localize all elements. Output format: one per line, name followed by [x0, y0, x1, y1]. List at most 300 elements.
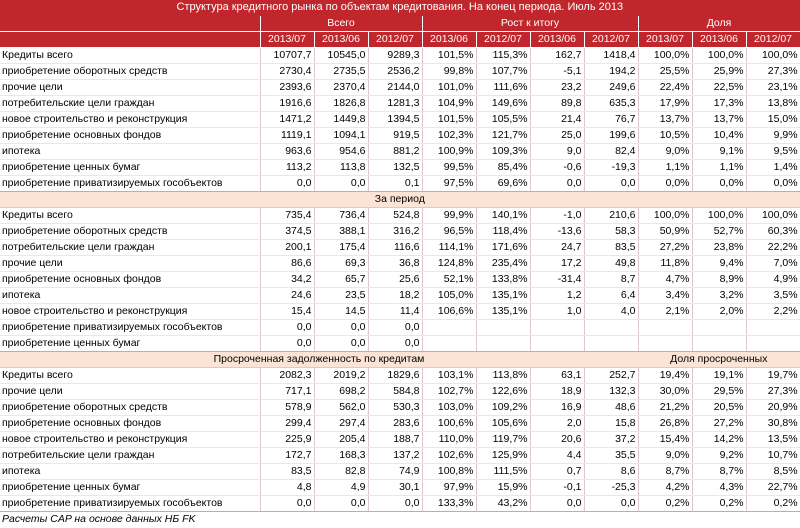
table-row [0, 128, 800, 144]
table-cell: 0,0% [638, 176, 692, 192]
table-row [0, 160, 800, 176]
period-header-cell: 2013/06 [422, 32, 476, 48]
table-cell [422, 320, 476, 336]
row-label: приобретение ценных бумаг [0, 480, 260, 496]
table-cell: 954,6 [314, 144, 368, 160]
table-cell: 100,8% [422, 464, 476, 480]
table-cell: -31,4 [530, 272, 584, 288]
table-cell: 235,4% [476, 256, 530, 272]
table-cell: 374,5 [260, 224, 314, 240]
table-cell: 17,9% [638, 96, 692, 112]
row-label: новое строительство и реконструкция [0, 112, 260, 128]
table-cell: 0,0 [368, 320, 422, 336]
table-cell: 524,8 [368, 208, 422, 224]
table-cell: 1826,8 [314, 96, 368, 112]
table-cell: 2,0 [530, 416, 584, 432]
table-cell: 15,0% [746, 112, 800, 128]
table-cell: 3,2% [692, 288, 746, 304]
table-cell: 100,0% [638, 48, 692, 64]
table-cell [692, 336, 746, 352]
table-cell: 388,1 [314, 224, 368, 240]
table-cell: 13,7% [692, 112, 746, 128]
table-cell: 1418,4 [584, 48, 638, 64]
table-cell: 8,5% [746, 464, 800, 480]
table-cell: 316,2 [368, 224, 422, 240]
table-cell: 114,1% [422, 240, 476, 256]
row-label: прочие цели [0, 80, 260, 96]
row-label: приобретение основных фондов [0, 272, 260, 288]
table-cell: 58,3 [584, 224, 638, 240]
table-cell: 109,2% [476, 400, 530, 416]
row-label: прочие цели [0, 384, 260, 400]
table-cell: 99,5% [422, 160, 476, 176]
table-cell: 7,0% [746, 256, 800, 272]
table-cell: 14,2% [692, 432, 746, 448]
table-cell: 113,8 [314, 160, 368, 176]
row-label: новое строительство и реконструкция [0, 304, 260, 320]
table-cell: 103,1% [422, 368, 476, 384]
table-cell: 0,0 [314, 176, 368, 192]
table-cell [746, 320, 800, 336]
table-cell: 52,1% [422, 272, 476, 288]
table-cell: 8,9% [692, 272, 746, 288]
table-cell: 249,6 [584, 80, 638, 96]
table-cell: 19,1% [692, 368, 746, 384]
row-label: ипотека [0, 464, 260, 480]
table-cell: 111,6% [476, 80, 530, 96]
row-label: приобретение приватизируемых гособъектов [0, 496, 260, 512]
table-cell: 115,3% [476, 48, 530, 64]
table-cell: -5,1 [530, 64, 584, 80]
table-cell [476, 336, 530, 352]
table-cell: 100,0% [746, 208, 800, 224]
table-cell: 17,3% [692, 96, 746, 112]
table-cell: 9,1% [692, 144, 746, 160]
table-cell: 101,5% [422, 112, 476, 128]
table-cell: 99,9% [422, 208, 476, 224]
table-cell: 83,5 [584, 240, 638, 256]
table-cell: 0,0 [584, 496, 638, 512]
table-cell: 13,5% [746, 432, 800, 448]
table-cell: 20,6 [530, 432, 584, 448]
table-cell: 9,2% [692, 448, 746, 464]
table-cell: 25,9% [692, 64, 746, 80]
table-row [0, 112, 800, 128]
table-cell: 60,3% [746, 224, 800, 240]
row-label: приобретение основных фондов [0, 128, 260, 144]
table-cell: 111,5% [476, 464, 530, 480]
table-cell: 132,5 [368, 160, 422, 176]
table-cell [746, 336, 800, 352]
table-cell: 10545,0 [314, 48, 368, 64]
table-cell: 283,6 [368, 416, 422, 432]
table-cell: -19,3 [584, 160, 638, 176]
table-cell: 162,7 [530, 48, 584, 64]
group-header-row [0, 16, 800, 32]
table-cell [638, 336, 692, 352]
table-row [0, 80, 800, 96]
table-row [0, 224, 800, 240]
table-row [0, 400, 800, 416]
table-cell [584, 336, 638, 352]
table-cell: 14,5 [314, 304, 368, 320]
table-row [0, 336, 800, 352]
table-cell: 9,4% [692, 256, 746, 272]
table-cell: 9,0% [638, 144, 692, 160]
table-cell: 36,8 [368, 256, 422, 272]
table-cell: 101,0% [422, 80, 476, 96]
table-cell: 135,1% [476, 304, 530, 320]
table-cell: 0,0 [368, 496, 422, 512]
table-cell: 2370,4 [314, 80, 368, 96]
table-cell: 104,9% [422, 96, 476, 112]
table-cell: 11,4 [368, 304, 422, 320]
row-label: Кредиты всего [0, 208, 260, 224]
section-title: Просроченная задолженность по кредитам [0, 352, 638, 368]
table-row [0, 320, 800, 336]
table-cell: 2536,2 [368, 64, 422, 80]
table-cell: 530,3 [368, 400, 422, 416]
table-cell: 106,6% [422, 304, 476, 320]
table-row [0, 448, 800, 464]
table-cell: 11,8% [638, 256, 692, 272]
table-cell [692, 320, 746, 336]
table-cell: 30,8% [746, 416, 800, 432]
section-header-row [0, 352, 800, 368]
table-cell: 8,6 [584, 464, 638, 480]
table-cell: 99,8% [422, 64, 476, 80]
table-cell: 735,4 [260, 208, 314, 224]
table-cell: -25,3 [584, 480, 638, 496]
table-cell: 100,0% [692, 208, 746, 224]
table-cell: 21,2% [638, 400, 692, 416]
table-cell: 63,1 [530, 368, 584, 384]
table-cell: 8,7 [584, 272, 638, 288]
table-cell: 76,7 [584, 112, 638, 128]
table-cell: 0,0 [260, 320, 314, 336]
table-row [0, 368, 800, 384]
footnote-row [0, 512, 800, 528]
table-cell: 52,7% [692, 224, 746, 240]
table-cell: 2,2% [746, 304, 800, 320]
period-header-cell: 2013/07 [260, 32, 314, 48]
table-cell: 22,2% [746, 240, 800, 256]
table-cell: 0,0% [692, 176, 746, 192]
table-cell: 82,8 [314, 464, 368, 480]
table-cell: 0,0 [314, 320, 368, 336]
table-row [0, 272, 800, 288]
table-cell: 102,3% [422, 128, 476, 144]
table-cell: 107,7% [476, 64, 530, 80]
table-cell: 26,8% [638, 416, 692, 432]
table-cell: 96,5% [422, 224, 476, 240]
table-cell [476, 320, 530, 336]
period-header-row [0, 32, 800, 48]
table-cell: 30,0% [638, 384, 692, 400]
table-cell: 4,4 [530, 448, 584, 464]
table-cell: 10,7% [746, 448, 800, 464]
table-cell: 10707,7 [260, 48, 314, 64]
table-cell: 24,6 [260, 288, 314, 304]
table-cell: 27,3% [746, 384, 800, 400]
table-cell: 2082,3 [260, 368, 314, 384]
table-cell: 0,7 [530, 464, 584, 480]
table-cell: 10,5% [638, 128, 692, 144]
table-cell: 963,6 [260, 144, 314, 160]
row-label: прочие цели [0, 256, 260, 272]
table-cell: 109,3% [476, 144, 530, 160]
row-label: приобретение ценных бумаг [0, 336, 260, 352]
table-cell: 122,6% [476, 384, 530, 400]
table-title: Структура кредитного рынка по объектам кредитования. На конец периода. Июль 2013 [0, 0, 800, 16]
table-cell: 82,4 [584, 144, 638, 160]
table-cell: 13,8% [746, 96, 800, 112]
table-cell: 1,1% [692, 160, 746, 176]
table-cell: 105,0% [422, 288, 476, 304]
table-cell: 100,0% [746, 48, 800, 64]
table-cell: 69,3 [314, 256, 368, 272]
table-cell: 0,0 [530, 496, 584, 512]
table-cell: 584,8 [368, 384, 422, 400]
row-label: приобретение ценных бумаг [0, 160, 260, 176]
table-cell: 0,0 [584, 176, 638, 192]
table-cell: 113,2 [260, 160, 314, 176]
table-cell: 83,5 [260, 464, 314, 480]
table-row [0, 176, 800, 192]
table-cell: 23,8% [692, 240, 746, 256]
table-row [0, 384, 800, 400]
table-cell: 89,8 [530, 96, 584, 112]
table-cell [530, 336, 584, 352]
row-label: Кредиты всего [0, 368, 260, 384]
row-label: потребительские цели граждан [0, 240, 260, 256]
table-cell: 140,1% [476, 208, 530, 224]
table-cell: 37,2 [584, 432, 638, 448]
table-cell: 562,0 [314, 400, 368, 416]
table-cell: 133,3% [422, 496, 476, 512]
table-cell: 210,6 [584, 208, 638, 224]
table-cell: -1,0 [530, 208, 584, 224]
table-cell: 9,0% [638, 448, 692, 464]
table-cell: 1,0 [530, 304, 584, 320]
table-row [0, 288, 800, 304]
section-header-row [0, 192, 800, 208]
table-cell: 100,0% [692, 48, 746, 64]
table-cell: 717,1 [260, 384, 314, 400]
table-cell: 4,8 [260, 480, 314, 496]
table-cell: -0,1 [530, 480, 584, 496]
period-header-cell: 2012/07 [476, 32, 530, 48]
table-cell: 0,0 [530, 176, 584, 192]
table-cell: 3,4% [638, 288, 692, 304]
table-cell: 18,2 [368, 288, 422, 304]
table-cell: 8,7% [638, 464, 692, 480]
table-row [0, 144, 800, 160]
table-cell: 22,4% [638, 80, 692, 96]
table-cell: 118,4% [476, 224, 530, 240]
table-cell: 1,4% [746, 160, 800, 176]
table-cell: 113,8% [476, 368, 530, 384]
table-cell: 8,7% [692, 464, 746, 480]
table-cell: -0,6 [530, 160, 584, 176]
table-cell: 15,4 [260, 304, 314, 320]
table-row [0, 416, 800, 432]
table-cell: 0,0 [260, 176, 314, 192]
row-label: потребительские цели граждан [0, 448, 260, 464]
table-cell: 199,6 [584, 128, 638, 144]
table-cell: 9,5% [746, 144, 800, 160]
row-label: приобретение оборотных средств [0, 400, 260, 416]
row-label: ипотека [0, 288, 260, 304]
table-cell: 19,4% [638, 368, 692, 384]
title-row [0, 0, 800, 16]
row-label: новое строительство и реконструкция [0, 432, 260, 448]
table-cell: 110,0% [422, 432, 476, 448]
table-cell: 27,2% [638, 240, 692, 256]
table-cell: 0,1 [368, 176, 422, 192]
table-cell: 0,2% [692, 496, 746, 512]
table-cell: 74,9 [368, 464, 422, 480]
table-cell: 100,0% [638, 208, 692, 224]
table-cell: 2144,0 [368, 80, 422, 96]
table-cell: 35,5 [584, 448, 638, 464]
table-cell: 168,3 [314, 448, 368, 464]
row-label: ипотека [0, 144, 260, 160]
table-row [0, 432, 800, 448]
table-cell: 29,5% [692, 384, 746, 400]
table-cell: 97,9% [422, 480, 476, 496]
table-cell: 48,6 [584, 400, 638, 416]
table-row [0, 96, 800, 112]
table-cell: 85,4% [476, 160, 530, 176]
table-cell: 2019,2 [314, 368, 368, 384]
table-cell: 0,0 [260, 496, 314, 512]
footnote: Расчеты CAP на основе данных НБ FK [2, 513, 196, 525]
table-cell: 105,6% [476, 416, 530, 432]
table-cell: 175,4 [314, 240, 368, 256]
table-cell: 21,4 [530, 112, 584, 128]
table-cell: 1,1% [638, 160, 692, 176]
table-cell: 133,8% [476, 272, 530, 288]
table-cell: 65,7 [314, 272, 368, 288]
table-cell: 736,4 [314, 208, 368, 224]
table-cell: 102,7% [422, 384, 476, 400]
table-cell: 4,9% [746, 272, 800, 288]
table-cell: 297,4 [314, 416, 368, 432]
table-cell: -13,6 [530, 224, 584, 240]
table-cell: 200,1 [260, 240, 314, 256]
group-header-growth: Рост к итогу [422, 16, 638, 32]
table-cell: 30,1 [368, 480, 422, 496]
table-cell: 15,4% [638, 432, 692, 448]
table-cell: 172,7 [260, 448, 314, 464]
period-header-cell: 2012/07 [368, 32, 422, 48]
table-cell: 22,7% [746, 480, 800, 496]
row-label: приобретение оборотных средств [0, 224, 260, 240]
table-cell: 2393,6 [260, 80, 314, 96]
row-label: приобретение основных фондов [0, 416, 260, 432]
table-cell: 1449,8 [314, 112, 368, 128]
table-cell: 578,9 [260, 400, 314, 416]
table-cell: 1916,6 [260, 96, 314, 112]
table-cell: 6,4 [584, 288, 638, 304]
table-cell: 1281,3 [368, 96, 422, 112]
table-cell [530, 320, 584, 336]
table-cell: 100,6% [422, 416, 476, 432]
table-cell: 50,9% [638, 224, 692, 240]
period-header-cell: 2012/07 [746, 32, 800, 48]
table-cell: 86,6 [260, 256, 314, 272]
table-cell: 20,5% [692, 400, 746, 416]
table-cell: 13,7% [638, 112, 692, 128]
table-row [0, 496, 800, 512]
table-cell: 225,9 [260, 432, 314, 448]
table-cell: 4,2% [638, 480, 692, 496]
table-cell: 698,2 [314, 384, 368, 400]
table-cell: 34,2 [260, 272, 314, 288]
table-cell: 0,0 [314, 336, 368, 352]
section-right-title: Доля просроченных [638, 352, 800, 368]
table-cell: 194,2 [584, 64, 638, 80]
table-cell: 188,7 [368, 432, 422, 448]
table-cell: 25,6 [368, 272, 422, 288]
table-row [0, 208, 800, 224]
period-header-cell: 2013/06 [692, 32, 746, 48]
row-label: приобретение приватизируемых гособъектов [0, 176, 260, 192]
table-row [0, 464, 800, 480]
table-cell: 4,3% [692, 480, 746, 496]
table-cell: 25,5% [638, 64, 692, 80]
table-cell: 171,6% [476, 240, 530, 256]
table-cell: 0,2% [638, 496, 692, 512]
table-cell: 1829,6 [368, 368, 422, 384]
table-cell: 125,9% [476, 448, 530, 464]
table-cell: 205,4 [314, 432, 368, 448]
table-cell: 103,0% [422, 400, 476, 416]
group-header-total: Всего [260, 16, 422, 32]
table-cell: 23,2 [530, 80, 584, 96]
period-header-cell: 2012/07 [584, 32, 638, 48]
table-cell: 119,7% [476, 432, 530, 448]
table-cell: 4,7% [638, 272, 692, 288]
table-cell: 0,0% [746, 176, 800, 192]
table-cell: 69,6% [476, 176, 530, 192]
table-cell: 2730,4 [260, 64, 314, 80]
table-cell: 23,1% [746, 80, 800, 96]
period-header-cell: 2013/06 [530, 32, 584, 48]
section-title: За период [0, 192, 800, 208]
table-cell: 2,0% [692, 304, 746, 320]
table-cell: 25,0 [530, 128, 584, 144]
table-cell [422, 336, 476, 352]
table-row [0, 240, 800, 256]
table-cell: 0,0 [368, 336, 422, 352]
table-cell: 4,9 [314, 480, 368, 496]
row-label: приобретение оборотных средств [0, 64, 260, 80]
table-cell: 2,1% [638, 304, 692, 320]
period-header-cell: 2013/06 [314, 32, 368, 48]
row-label: Кредиты всего [0, 48, 260, 64]
table-cell: 16,9 [530, 400, 584, 416]
table-cell: 17,2 [530, 256, 584, 272]
table-cell: 135,1% [476, 288, 530, 304]
table-cell: 43,2% [476, 496, 530, 512]
table-cell: 3,5% [746, 288, 800, 304]
table-cell: 116,6 [368, 240, 422, 256]
header-blank [0, 32, 260, 48]
table-row [0, 256, 800, 272]
table-cell: 102,6% [422, 448, 476, 464]
